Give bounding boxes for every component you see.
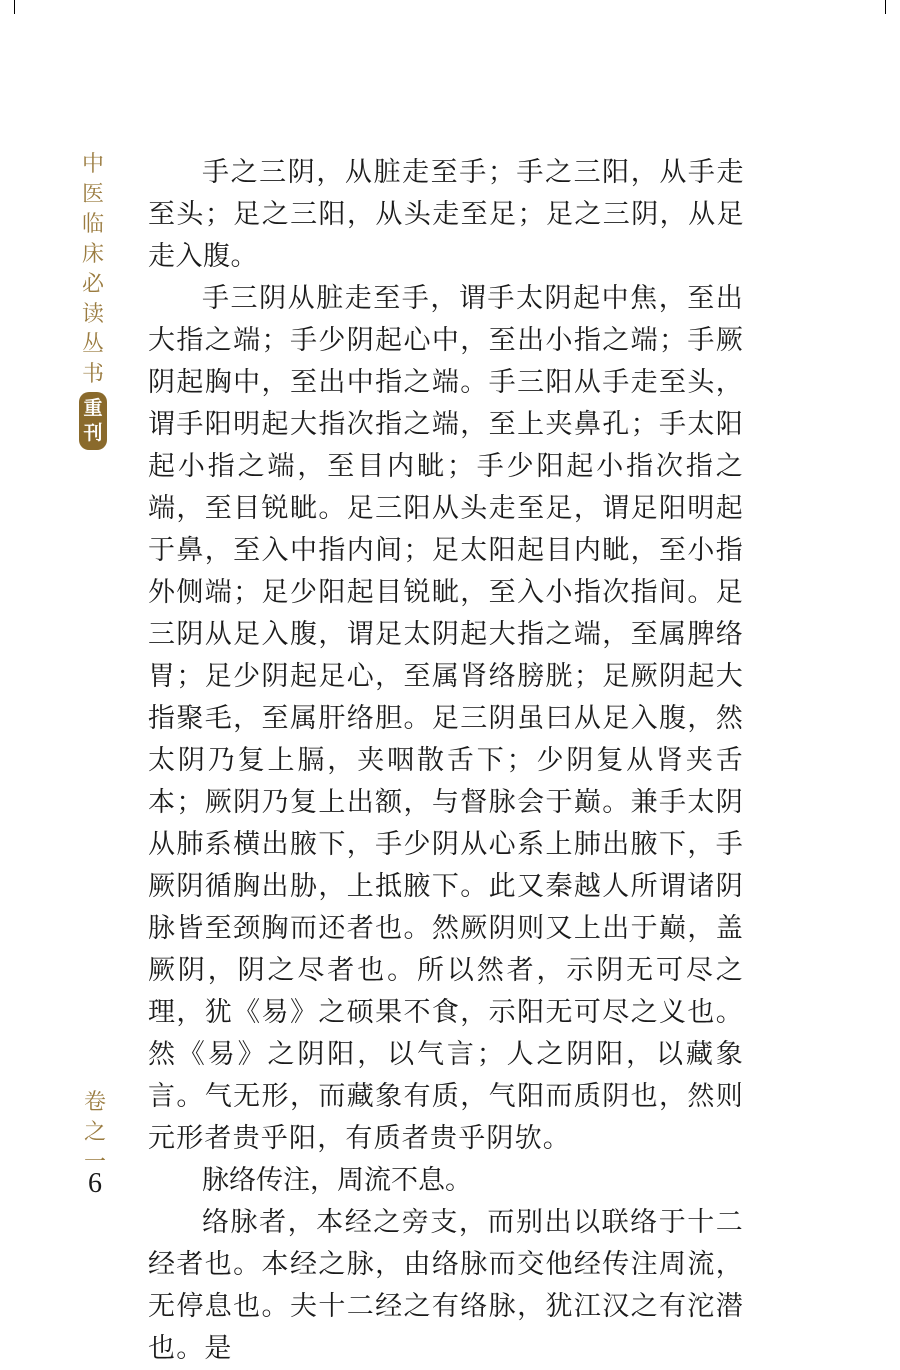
- volume-char: 一: [83, 1150, 106, 1175]
- paragraph-collateral-commentary: 络脉者，本经之旁支，而别出以联络于十二经者也。本经之脉，由络脉而交他经传注周流，无停息也。夫十二经之有络脉，犹江汉之有沱潜也。是: [148, 1207, 744, 1364]
- crop-mark-right: [885, 0, 886, 14]
- crop-mark-left: [14, 0, 15, 14]
- paragraph-meridian-rule: 手之三阴，从脏走至手；手之三阳，从手走至头；足之三阳，从头走至足；足之三阴，从足走入腹。: [148, 157, 744, 272]
- page-number: 6: [88, 1168, 102, 1199]
- volume-char: 之: [83, 1120, 106, 1145]
- series-title-char: 中: [81, 152, 104, 177]
- series-title-char: 床: [81, 242, 104, 267]
- series-title: [78, 150, 108, 450]
- paragraph-collateral-rule: 脉络传注，周流不息。: [202, 1165, 472, 1196]
- reprint-seal: [79, 392, 107, 450]
- series-title-char: 医: [81, 182, 104, 207]
- series-title-char: 丛: [81, 332, 104, 357]
- series-title-char: 必: [81, 272, 104, 297]
- volume-char: 卷: [83, 1090, 106, 1115]
- main-text: [148, 152, 744, 1370]
- series-title-char: 书: [81, 362, 104, 387]
- seal-char: 刊: [83, 422, 103, 444]
- seal-char: 重: [83, 397, 103, 419]
- paragraph-commentary: 手三阴从脏走至手，谓手太阴起中焦，至出大指之端；手少阴起心中，至出小指之端；手厥阴起胸中，至出中指之端。手三阳从手走至头，谓手阳明起大指次指之端，至上夹鼻孔；手太阳起小指之端，至目内眦；手少阳起小指次指之端，至目锐眦。足三阳从头走至足，谓足阳明起于鼻，至入中指内间；足太阳起目内眦，至小指外侧端；足少阳起目锐眦，至入小指次指间。足三阴从足入腹，谓足太阴起大指之端，至属脾络胃；足少阴起足心，至属肾络膀胱；足厥阴起大指聚毛，至属肝络胆。足三阴虽曰从足入腹，然太阴乃复上膈，夹咽散舌下；少阴复从肾夹舌本；厥阴乃复上出额，与督脉会于巅。兼手太阴从肺系横出腋下，手少阴从心系上肺出腋下，手厥阴循胸出胁，上抵腋下。此又秦越人所谓诸阴脉皆至颈胸而还者也。然厥阴则又上出于巅，盖厥阴，阴之尽者也。所以然者，示阴无可尽之理，犹《易》之硕果不食，示阳无可尽之义也。然《易》之阴阳，以气言；人之阴阳，以藏象言。气无形，而藏象有质，气阳而质阴也，然则元形者贵乎阳，有质者贵乎阴欤。: [148, 283, 744, 1154]
- series-title-char: 临: [81, 212, 104, 237]
- series-title-char: 读: [81, 302, 104, 327]
- volume-label: [80, 1088, 110, 1178]
